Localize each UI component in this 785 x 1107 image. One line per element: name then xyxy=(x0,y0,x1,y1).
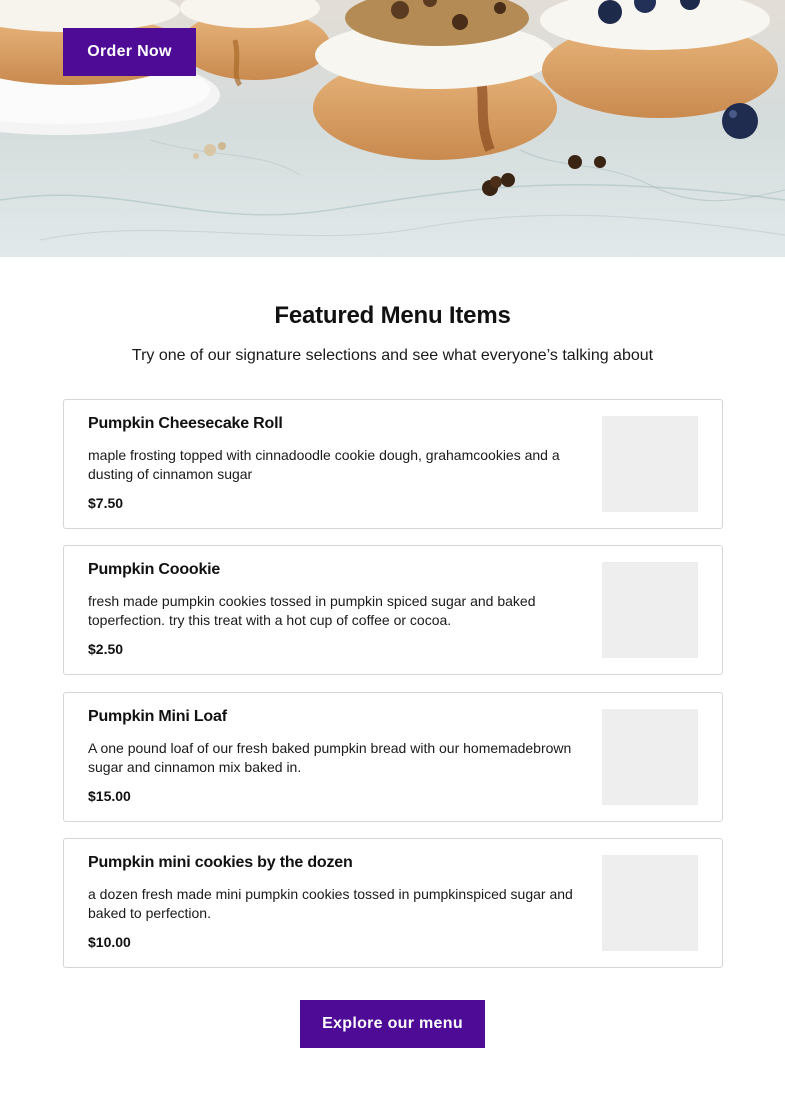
menu-item-image-placeholder xyxy=(602,562,698,658)
menu-item-price: $10.00 xyxy=(88,934,131,950)
menu-item-card[interactable] xyxy=(63,692,723,822)
section-title: Featured Menu Items xyxy=(274,302,511,329)
menu-item-description: maple frosting topped with cinnadoodle cookie dough, grahamcookies and a dusting of cinnamon sugar xyxy=(88,447,560,482)
menu-item-name: Pumpkin Mini Loaf xyxy=(88,708,227,725)
menu-item-card[interactable] xyxy=(63,838,723,968)
menu-item-description: A one pound loaf of our fresh baked pumpkin bread with our homemadebrown sugar and cinnamon mix baked in. xyxy=(88,740,572,775)
menu-item-card[interactable] xyxy=(63,399,723,529)
menu-item-price: $7.50 xyxy=(88,495,124,511)
explore-menu-button[interactable]: Explore our menu xyxy=(300,1000,485,1048)
menu-item-image-placeholder xyxy=(602,416,698,512)
menu-item-image-placeholder xyxy=(602,709,698,805)
menu-item-description: a dozen fresh made mini pumpkin cookies tossed in pumpkinspiced sugar and baked to perfection. xyxy=(88,886,573,921)
menu-item-price: $2.50 xyxy=(88,641,124,657)
hero-banner xyxy=(0,0,785,257)
menu-item-card[interactable] xyxy=(63,545,723,675)
menu-item-price: $15.00 xyxy=(88,788,131,804)
menu-item-name: Pumpkin Cheesecake Roll xyxy=(88,415,283,432)
menu-item-image-placeholder xyxy=(602,855,698,951)
order-now-button[interactable]: Order Now xyxy=(63,28,196,76)
menu-item-description: fresh made pumpkin cookies tossed in pumpkin spiced sugar and baked toperfection. try this treat with a hot cup of coffee or cocoa. xyxy=(88,593,536,628)
section-subtitle: Try one of our signature selections and see what everyone’s talking about xyxy=(131,347,654,364)
menu-item-name: Pumpkin mini cookies by the dozen xyxy=(88,854,353,871)
menu-item-name: Pumpkin Coookie xyxy=(88,561,221,578)
